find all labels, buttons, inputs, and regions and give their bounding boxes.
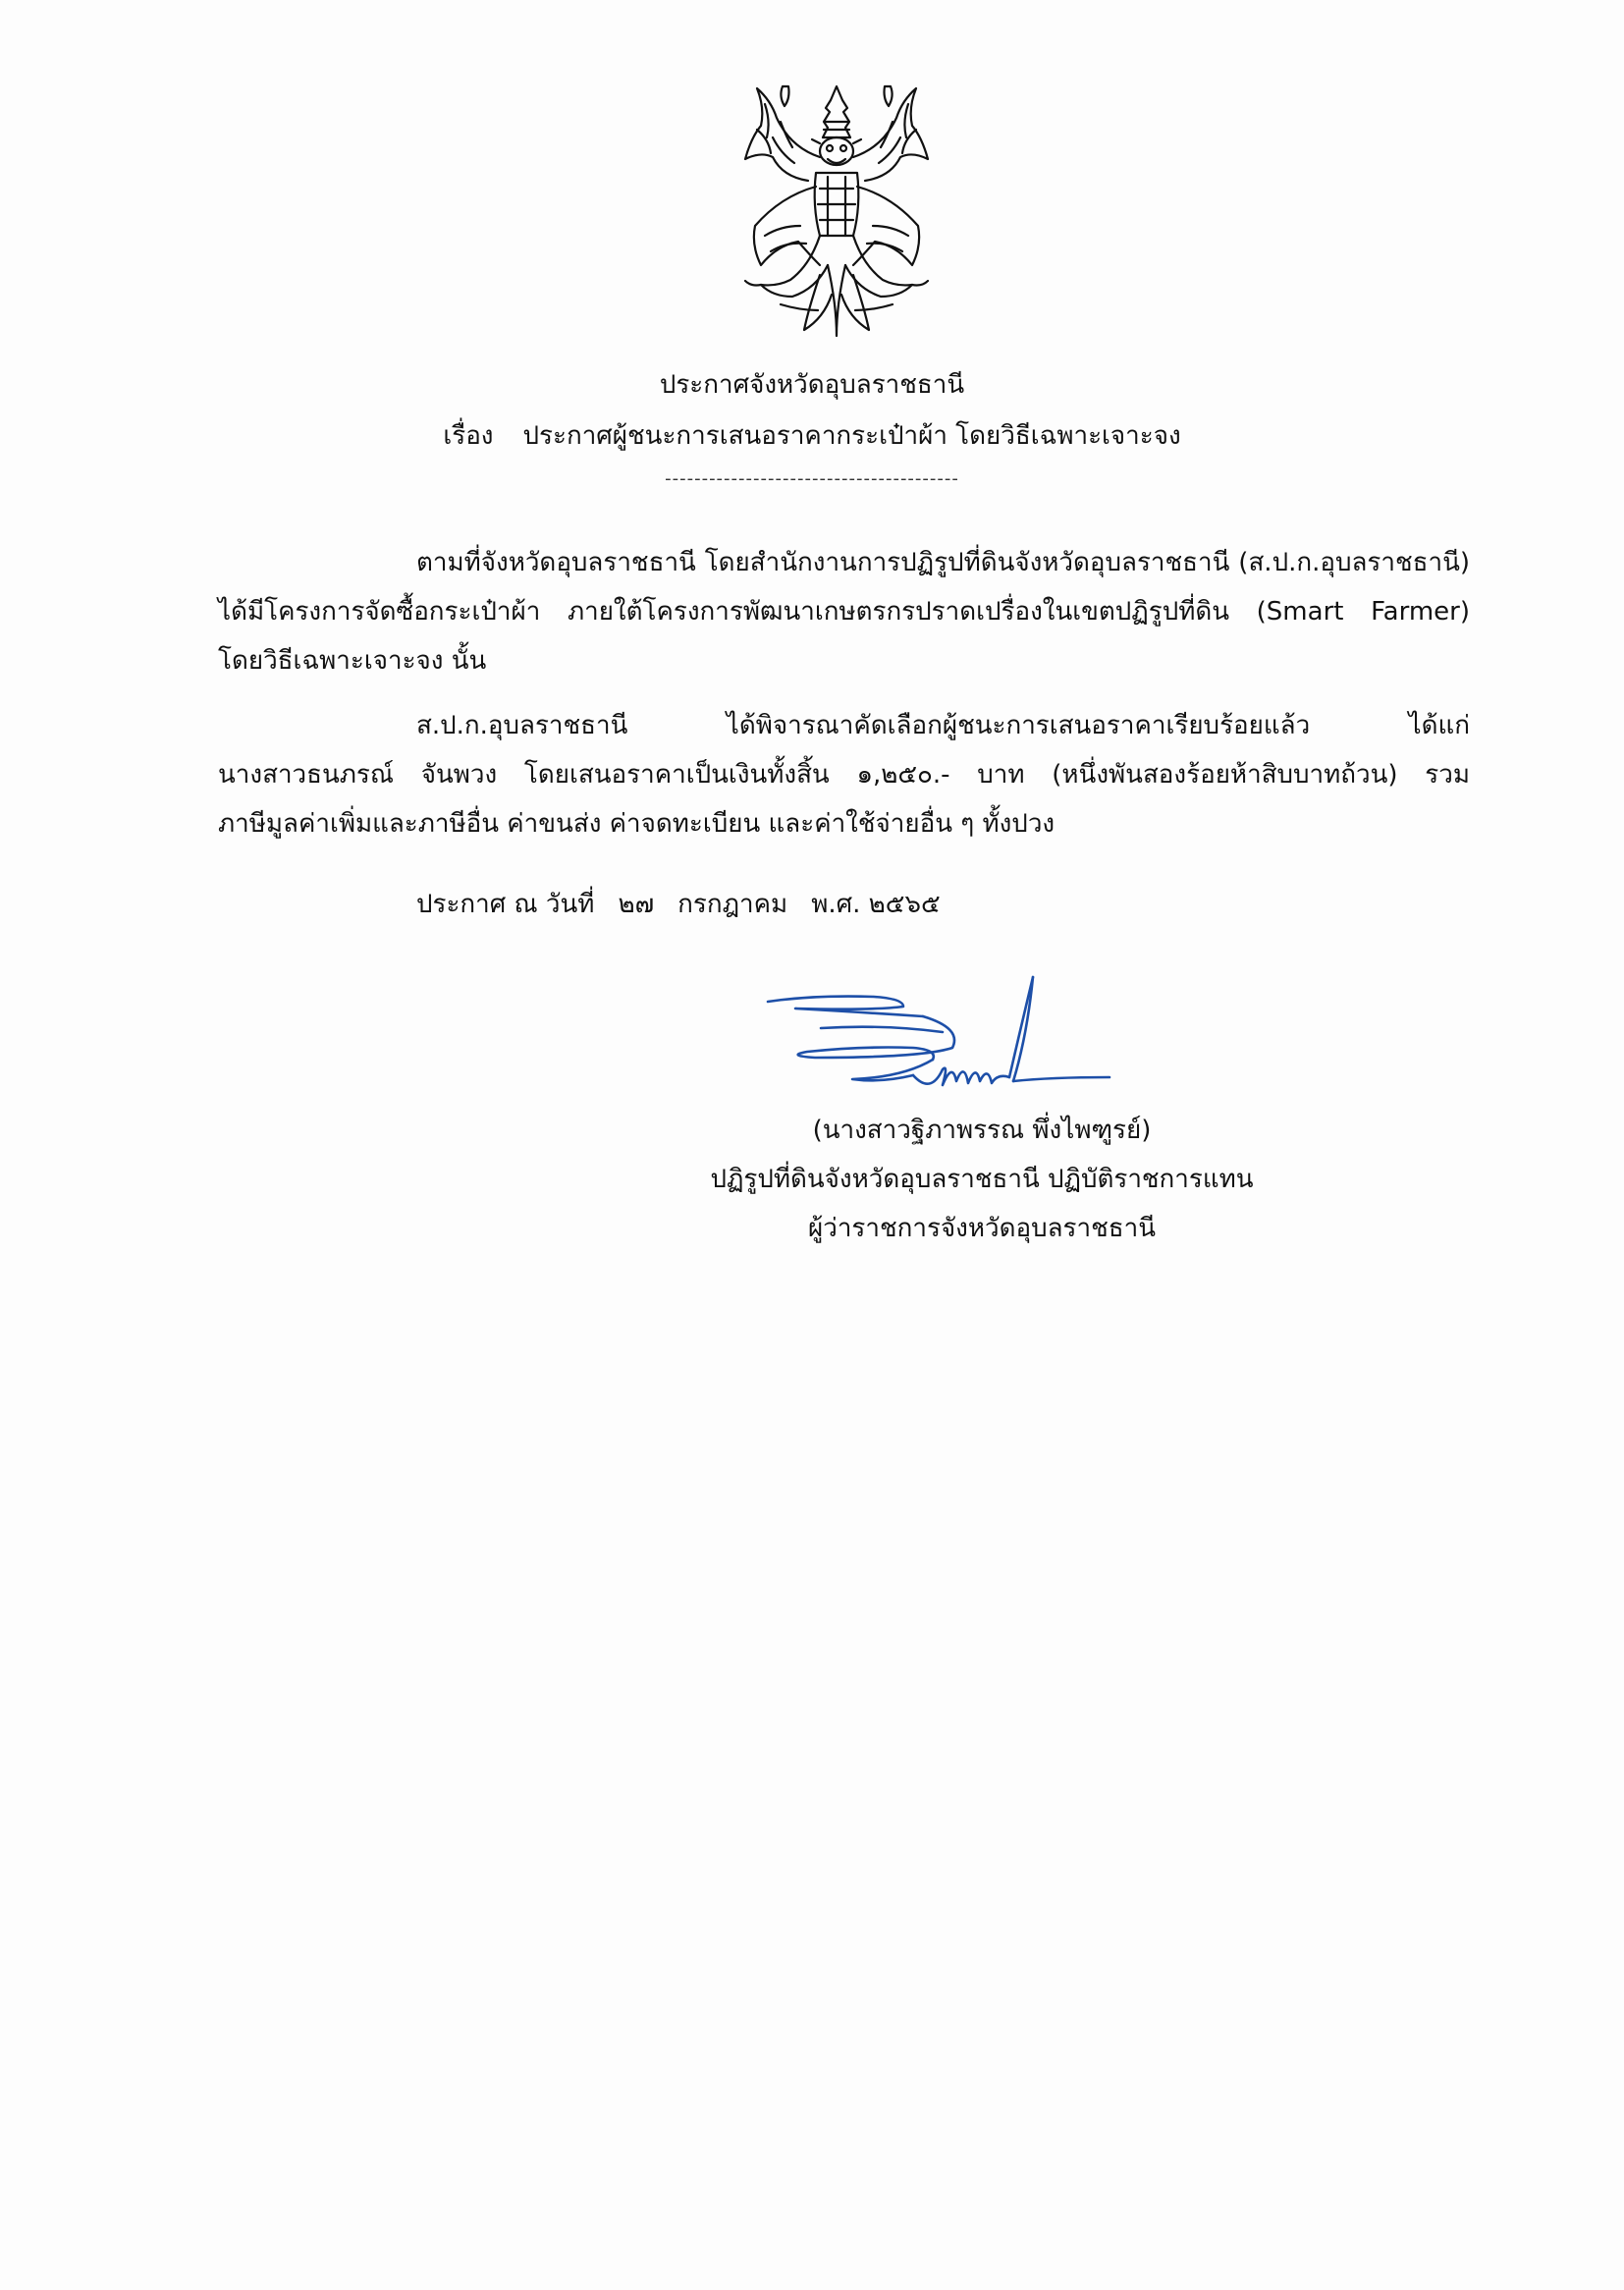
paragraph-line: ส.ป.ก.อุบลราชธานี ได้พิจารณาคัดเลือกผู้ชนะการเสนอราคาเรียบร้อยแล้ว ได้แก่ bbox=[416, 711, 1470, 740]
paragraph-winner bbox=[218, 701, 1470, 848]
signer-title: ผู้ว่าราชการจังหวัดอุบลราชธานี bbox=[807, 1214, 1156, 1243]
handwritten-signature-icon bbox=[756, 967, 1119, 1100]
signer-name: (นางสาวฐิภาพรรณ พึ่งไพฑูรย์) bbox=[812, 1116, 1152, 1145]
date-month: กรกฎาคม bbox=[677, 890, 788, 919]
paragraph-project bbox=[218, 538, 1470, 685]
date-year: พ.ศ. ๒๕๖๕ bbox=[811, 890, 941, 919]
date-prefix: ประกาศ ณ วันที่ bbox=[416, 890, 595, 919]
paragraph-line: ภาษีมูลค่าเพิ่มและภาษีอื่น ค่าขนส่ง ค่าจดทะเบียน และค่าใช้จ่ายอื่น ๆ ทั้งปวง bbox=[218, 809, 1056, 839]
paragraph-line: นางสาวธนภรณ์ จันพวง โดยเสนอราคาเป็นเงินทั้งสิ้น ๑,๒๕๐.- บาท (หนึ่งพันสองร้อยห้าสิบบาทถ้วน) รวม bbox=[218, 760, 1470, 790]
subject-label: เรื่อง bbox=[443, 421, 494, 451]
date-day: ๒๗ bbox=[618, 890, 655, 919]
separator-line: ---------------------------------------- bbox=[665, 468, 959, 489]
announcement-subject bbox=[0, 416, 1624, 456]
paragraph-line: ตามที่จังหวัดอุบลราชธานี โดยสำนักงานการปฏิรูปที่ดินจังหวัดอุบลราชธานี (ส.ป.ก.อุบลราชธานี) bbox=[416, 548, 1470, 577]
subject-text: ประกาศผู้ชนะการเสนอราคากระเป๋าผ้า โดยวิธีเฉพาะเจาะจง bbox=[522, 421, 1181, 451]
paragraph-line: ได้มีโครงการจัดซื้อกระเป๋าผ้า ภายใต้โครงการพัฒนาเกษตรกรปราดเปรื่องในเขตปฏิรูปที่ดิน (Smart Farmer) bbox=[218, 597, 1470, 627]
paragraph-line: โดยวิธีเฉพาะเจาะจง นั้น bbox=[218, 646, 487, 676]
signer-position: ปฏิรูปที่ดินจังหวัดอุบลราชธานี ปฏิบัติราชการแทน bbox=[710, 1165, 1254, 1194]
announcement-title: ประกาศจังหวัดอุบลราชธานี bbox=[659, 370, 965, 400]
garuda-emblem-icon bbox=[722, 79, 952, 344]
announcement-date bbox=[416, 880, 964, 929]
